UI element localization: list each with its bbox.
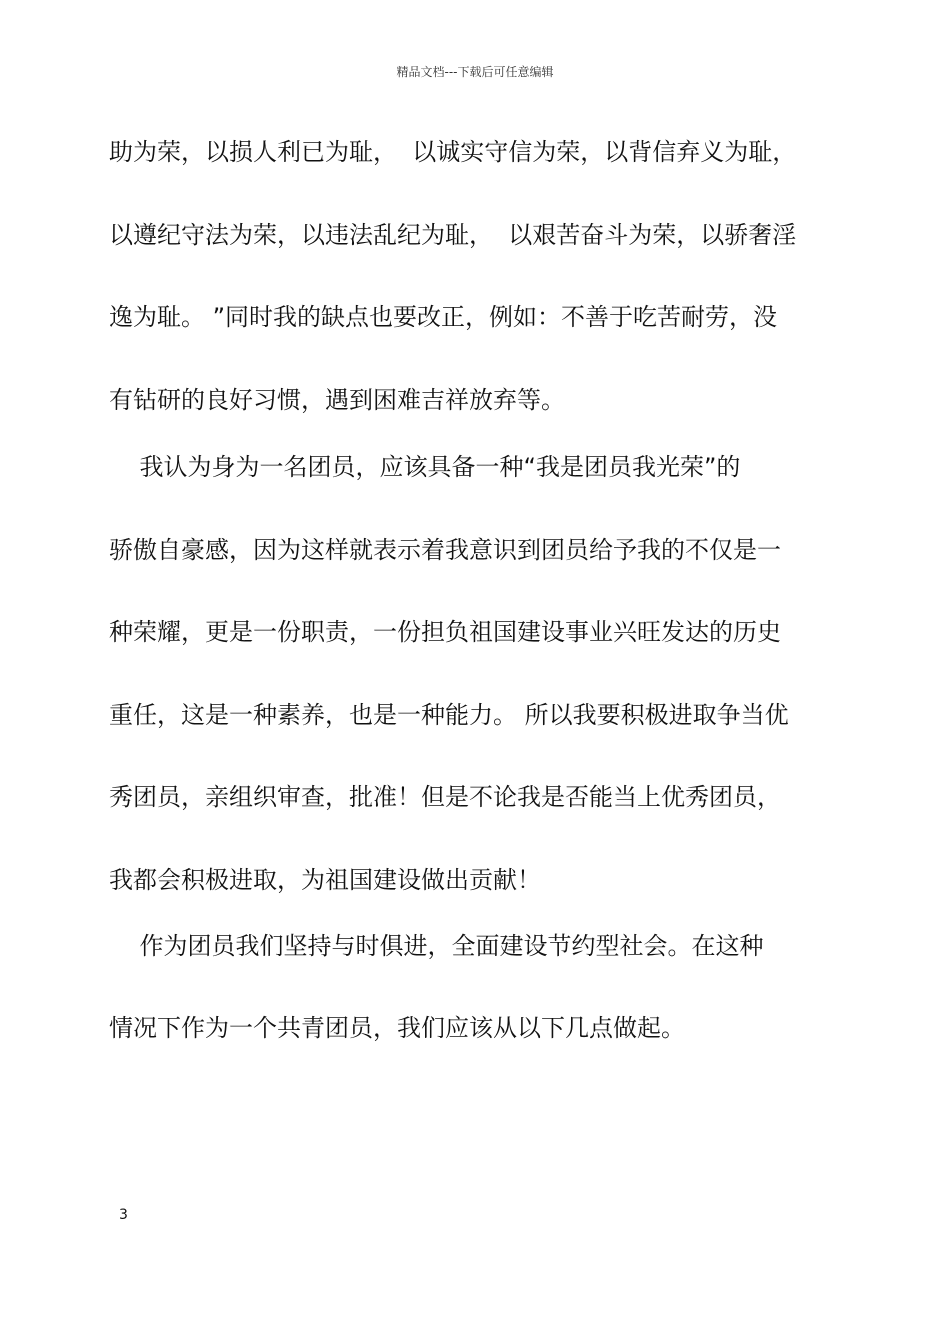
- text-line-5: 我认为身为一名团员，应该具备一种“我是团员我光荣”的: [109, 453, 741, 481]
- text-line-3: 逸为耻。 ”同时我的缺点也要改正，例如：不善于吃苦耐劳，没: [109, 303, 778, 331]
- text-line-12: 情况下作为一个共青团员，我们应该从以下几点做起。: [109, 1014, 685, 1042]
- text-line-7: 种荣耀，更是一份职责，一份担负祖国建设事业兴旺发达的历史: [109, 618, 781, 646]
- page-number: 3: [119, 1207, 128, 1223]
- page-header: 精品文档---下载后可任意编辑: [396, 65, 554, 79]
- text-line-4: 有钻研的良好习惯，遇到困难吉祥放弃等。: [109, 386, 565, 414]
- text-line-1: 助为荣，以损人利已为耻， 以诚实守信为荣，以背信弃义为耻，: [109, 138, 797, 166]
- text-line-6: 骄傲自豪感，因为这样就表示着我意识到团员给予我的不仅是一: [109, 536, 781, 564]
- text-line-11: 作为团员我们坚持与时俱进，全面建设节约型社会。在这种: [109, 932, 764, 960]
- text-line-9: 秀团员，亲组织审查，批准！但是不论我是否能当上优秀团员，: [109, 783, 781, 811]
- text-line-8: 重任，这是一种素养，也是一种能力。 所以我要积极进取争当优: [109, 701, 789, 729]
- text-line-10: 我都会积极进取，为祖国建设做出贡献！: [109, 866, 541, 894]
- text-line-2: 以遵纪守法为荣，以违法乱纪为耻， 以艰苦奋斗为荣，以骄奢淫: [109, 221, 797, 249]
